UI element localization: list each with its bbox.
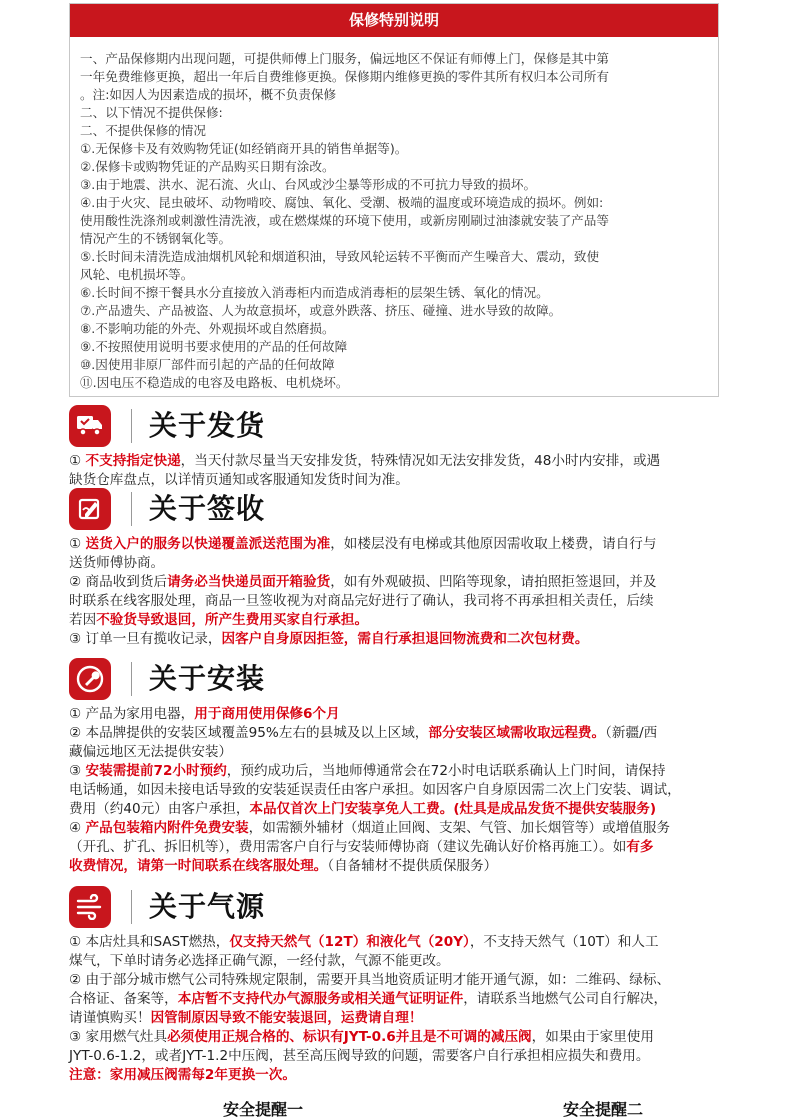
section-installation	[69, 658, 739, 876]
section-body	[69, 705, 739, 876]
section-title: 关于气源	[149, 890, 266, 923]
highlight-text: 因管制原因导致不能安装退回，运费请自理！	[150, 1010, 423, 1026]
paragraph	[69, 724, 739, 743]
paragraph	[69, 933, 739, 952]
text: ，如果由于家里使用	[531, 1029, 654, 1045]
paragraph-line: 缺货仓库盘点，以详情页通知或客服通知发货时间为准。	[69, 472, 409, 488]
paragraph	[69, 573, 739, 592]
text: ①	[69, 453, 86, 469]
text: ③	[69, 763, 86, 779]
text: ，预约成功后，当地师傅通常会在72小时电话联系确认上门时间，请保持	[226, 763, 666, 779]
highlight-text: 产品包装箱内附件免费安装	[85, 820, 249, 836]
warranty-line: 。注:如因人为因素造成的损坏，概不负责保修	[80, 87, 337, 102]
highlight-text: 本店暂不支持代办气源服务或相关通气证明证件	[177, 991, 464, 1007]
safety-reminder-one: 安全提醒一	[223, 1100, 304, 1119]
safety-reminders	[0, 1097, 790, 1119]
text: 若因	[69, 612, 97, 628]
text: ，如楼层没有电梯或其他原因需收取上楼费，请自行与	[330, 536, 657, 552]
highlight-text: 用于商用使用保修6个月	[194, 706, 340, 722]
warranty-line: 使用酸性洗涤剂或刺激性清洗液，或在燃煤煤的环境下使用，或新房刚刷过油漆就安装了产品等	[80, 213, 609, 228]
paragraph	[69, 452, 739, 471]
section-body	[69, 535, 739, 649]
highlight-text: 不支持指定快递	[85, 453, 181, 469]
text: ③ 订单一旦有揽收记录，	[69, 631, 222, 647]
paragraph-line: 煤气，下单时请务必选择正确气源，一经付款，气源不能更改。	[69, 953, 450, 969]
highlight-text: 有多	[626, 839, 654, 855]
highlight-text: 注意：家用减压阀需每2年更换一次。	[69, 1067, 296, 1083]
highlight-text: 必须使用正规合格的、标识有JYT-0.6并且是不可调的减压阀	[167, 1029, 532, 1045]
highlight-text: 部分安装区域需收取远程费。	[428, 725, 606, 741]
section-title: 关于安装	[149, 662, 266, 695]
paragraph-line	[69, 857, 739, 876]
section-body	[69, 452, 739, 490]
text: 费用（约40元）由客户承担，	[69, 801, 250, 817]
paragraph: ② 由于部分城市燃气公司特殊规定限制，需要开具当地资质证明才能开通气源，如：二维码、绿标、	[69, 972, 671, 988]
paragraph	[69, 535, 739, 554]
text: 合格证、备案等，	[69, 991, 178, 1007]
section-title: 关于签收	[149, 492, 266, 525]
text: ① 本店灶具和SAST燃热，	[69, 934, 230, 950]
highlight-text: 请务必当快递员面开箱验货	[167, 574, 331, 590]
section-header	[69, 886, 739, 932]
section-divider	[131, 890, 132, 924]
section-divider	[131, 492, 132, 526]
paragraph-line: 送货师傅协商。	[69, 555, 165, 571]
warranty-body	[70, 37, 718, 392]
paragraph	[69, 762, 739, 781]
warranty-line: ⑩.因使用非原厂部件而引起的产品的任何故障	[80, 357, 335, 372]
warranty-title: 保修特别说明	[70, 4, 718, 37]
warranty-line: ⑥.长时间不擦干餐具水分直接放入消毒柜内而造成消毒柜的层架生锈、氧化的情况。	[80, 285, 549, 300]
paragraph-line: 藏偏远地区无法提供安装）	[69, 744, 233, 760]
highlight-text: 因客户自身原因拒签，需自行承担退回物流费和二次包材费。	[221, 631, 589, 647]
section-gas	[69, 886, 739, 1085]
text: 请谨慎购买！	[69, 1010, 151, 1026]
paragraph-line: 时联系在线客服处理，商品一旦签收视为对商品完好进行了确认，我司将不再承担相关责任，后续	[69, 593, 654, 609]
text: ，当天付款尽量当天安排发货，特殊情况如无法安排发货，48小时内安排，或遇	[180, 453, 661, 469]
section-divider	[131, 409, 132, 443]
highlight-text: 送货入户的服务以快递覆盖派送范围为准	[85, 536, 331, 552]
text: （新疆/西	[605, 725, 658, 741]
text: ，如需额外辅材（烟道止回阀、支架、气管、加长烟管等）或增值服务	[248, 820, 671, 836]
paragraph-line	[69, 800, 739, 819]
paragraph	[69, 1028, 739, 1047]
warranty-line: ⑦.产品遗失、产品被盗、人为故意损坏，或意外跌落、挤压、碰撞、进水导致的故障。	[80, 303, 562, 318]
text: （自备辅材不提供质保服务）	[327, 858, 498, 874]
warranty-line: ③.由于地震、洪水、泥石流、火山、台风或沙尘暴等形成的不可抗力导致的损坏。	[80, 177, 537, 192]
paragraph	[69, 705, 739, 724]
section-receipt	[69, 488, 739, 649]
text: ，不支持天然气（10T）和人工	[469, 934, 659, 950]
warranty-line: ⑨.不按照使用说明书要求使用的产品的任何故障	[80, 339, 348, 354]
text: ④	[69, 820, 86, 836]
section-title: 关于发货	[149, 409, 266, 442]
warranty-line: 二、不提供保修的情况	[80, 123, 206, 138]
section-header	[69, 658, 739, 704]
text: ② 本品牌提供的安装区域覆盖95%左右的县城及以上区域，	[69, 725, 429, 741]
section-header	[69, 488, 739, 534]
paragraph	[69, 819, 739, 838]
paragraph-line: 电话畅通，如因未接电话导致的安装延误责任由客户承担。如因客户自身原因需二次上门安装、调试，	[69, 782, 681, 798]
warranty-line: 二、以下情况不提供保修:	[80, 105, 223, 120]
safety-reminder-two: 安全提醒二	[563, 1100, 644, 1119]
warranty-line: ④.由于火灾、昆虫破坏、动物啃咬、腐蚀、氧化、受潮、极端的温度或环境造成的损坏。例如:	[80, 195, 604, 210]
paragraph-line	[69, 1009, 739, 1028]
warranty-line: 风轮、电机损坏等。	[80, 267, 194, 282]
text: ① 产品为家用电器，	[69, 706, 195, 722]
text: ，如有外观破损、凹陷等现象，请拍照拒签退回，并及	[330, 574, 657, 590]
section-body	[69, 933, 739, 1085]
paragraph-line: JYT-0.6-1.2，或者JYT-1.2中压阀，甚至高压阀导致的问题，需要客户自行承担相应损失和费用。	[69, 1048, 650, 1064]
text: ，请联系当地燃气公司自行解决，	[463, 991, 668, 1007]
warranty-line: 一年免费维修更换，超出一年后自费维修更换。保修期内维修更换的零件其所有权归本公司所有	[80, 69, 609, 84]
highlight-text: 本品仅首次上门安装享免人工费。(灶具是成品发货不提供安装服务)	[249, 801, 657, 817]
warranty-notice-box	[69, 3, 719, 397]
paragraph-line	[69, 990, 739, 1009]
paragraph-line	[69, 838, 739, 857]
warranty-line: 情况产生的不锈钢氧化等。	[80, 231, 232, 246]
text: ③ 家用燃气灶具	[69, 1029, 168, 1045]
paragraph-line	[69, 1066, 739, 1085]
wrench-icon	[69, 658, 111, 700]
highlight-text: 安装需提前72小时预约	[85, 763, 227, 779]
warranty-line: ②.保修卡或购物凭证的产品购买日期有涂改。	[80, 159, 335, 174]
highlight-text: 收费情况，请第一时间联系在线客服处理。	[69, 858, 328, 874]
text: ①	[69, 536, 86, 552]
text: ② 商品收到货后	[69, 574, 168, 590]
signature-icon	[69, 488, 111, 530]
warranty-line: ⑤.长时间未清洗造成油烟机风轮和烟道积油，导致风轮运转不平衡而产生噪音大、震动，致使	[80, 249, 600, 264]
section-header	[69, 405, 739, 451]
warranty-line: ⑪.因电压不稳造成的电容及电路板、电机烧坏。	[80, 375, 349, 390]
section-divider	[131, 662, 132, 696]
gas-flow-icon	[69, 886, 111, 928]
warranty-line: 一、产品保修期内出现问题，可提供师傅上门服务，偏远地区不保证有师傅上门，保修是其中第	[80, 51, 609, 66]
section-shipping	[69, 405, 739, 490]
paragraph-line	[69, 611, 739, 630]
highlight-text: 不验货导致退回，所产生费用买家自行承担。	[96, 612, 369, 628]
highlight-text: 仅支持天然气（12T）和液化气（20Y）	[229, 934, 470, 950]
paragraph	[69, 630, 739, 649]
delivery-truck-icon	[69, 405, 111, 447]
warranty-line: ⑧.不影响功能的外壳、外观损坏或自然磨损。	[80, 321, 335, 336]
text: （开孔、扩孔、拆旧机等），费用需客户自行与安装师傅协商（建议先确认好价格再施工）。如	[69, 839, 627, 855]
warranty-line: ①.无保修卡及有效购物凭证(如经销商开具的销售单据等)。	[80, 141, 408, 156]
